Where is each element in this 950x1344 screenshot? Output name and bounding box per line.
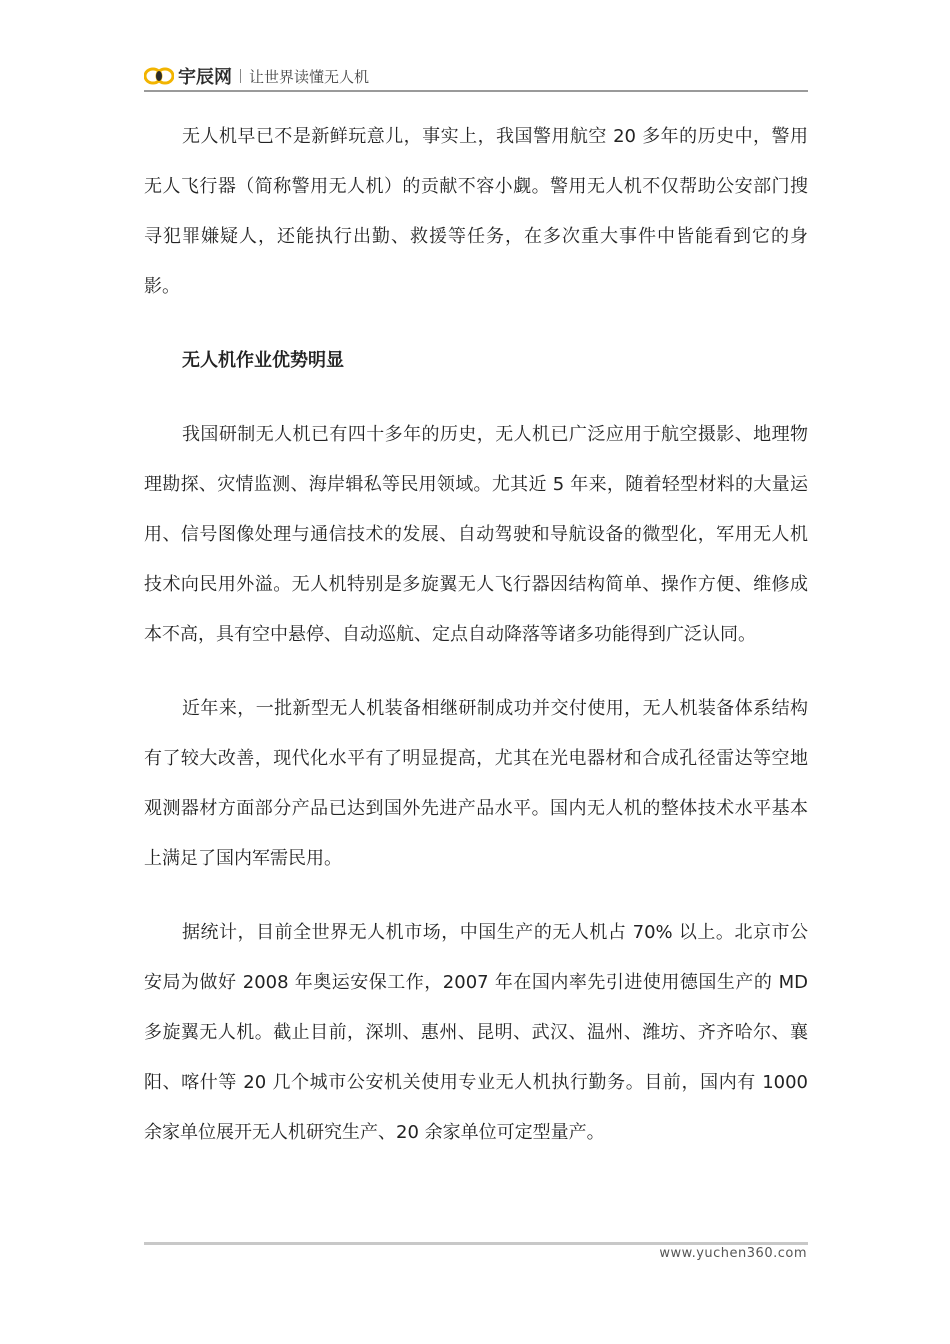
section-heading: 无人机作业优势明显 bbox=[182, 350, 344, 371]
article-paragraph: 据统计，目前全世界无人机市场，中国生产的无人机占 70% 以上。北京市公安局为做好 2008 年奥运安保工作，2007 年在国内率先引进使用德国生产的 MD 多旋翼无人机。截止目前，深圳、惠州、昆明、武汉、温州、潍坊、齐齐哈尔、襄阳、喀什等 20 几个城市公安机关使用专业无人机执行勤务。目前，国内有 1000 余家单位展开无人机研究生产、20 余家单位可定型量产。 bbox=[144, 922, 808, 1143]
article-paragraph: 近年来，一批新型无人机装备相继研制成功并交付使用，无人机装备体系结构有了较大改善，现代化水平有了明显提高，尤其在光电器材和合成孔径雷达等空地观测器材方面部分产品已达到国外先进产品水平。国内无人机的整体技术水平基本上满足了国内军需民用。 bbox=[144, 698, 808, 869]
brand-name: 宇辰网 bbox=[178, 67, 232, 88]
footer-rule bbox=[144, 1242, 808, 1245]
brand-logo-icon bbox=[144, 67, 174, 85]
footer-website-link[interactable]: www.yuchen360.com bbox=[659, 1246, 807, 1261]
page-header bbox=[144, 62, 808, 90]
header-divider bbox=[240, 69, 241, 83]
header-rule bbox=[144, 90, 808, 92]
article-paragraph: 无人机早已不是新鲜玩意儿，事实上，我国警用航空 20 多年的历史中，警用无人飞行器（简称警用无人机）的贡献不容小觑。警用无人机不仅帮助公安部门搜寻犯罪嫌疑人，还能执行出勤、救援等任务，在多次重大事件中皆能看到它的身影。 bbox=[144, 126, 808, 297]
article-body bbox=[144, 112, 808, 1182]
article-paragraph: 我国研制无人机已有四十多年的历史，无人机已广泛应用于航空摄影、地理物理勘探、灾情监测、海岸辑私等民用领域。尤其近 5 年来，随着轻型材料的大量运用、信号图像处理与通信技术的发展、自动驾驶和导航设备的微型化，军用无人机技术向民用外溢。无人机特别是多旋翼无人飞行器因结构简单、操作方便、维修成本不高，具有空中悬停、自动巡航、定点自动降落等诸多功能得到广泛认同。 bbox=[144, 424, 808, 645]
brand-slogan: 让世界读懂无人机 bbox=[249, 67, 370, 86]
